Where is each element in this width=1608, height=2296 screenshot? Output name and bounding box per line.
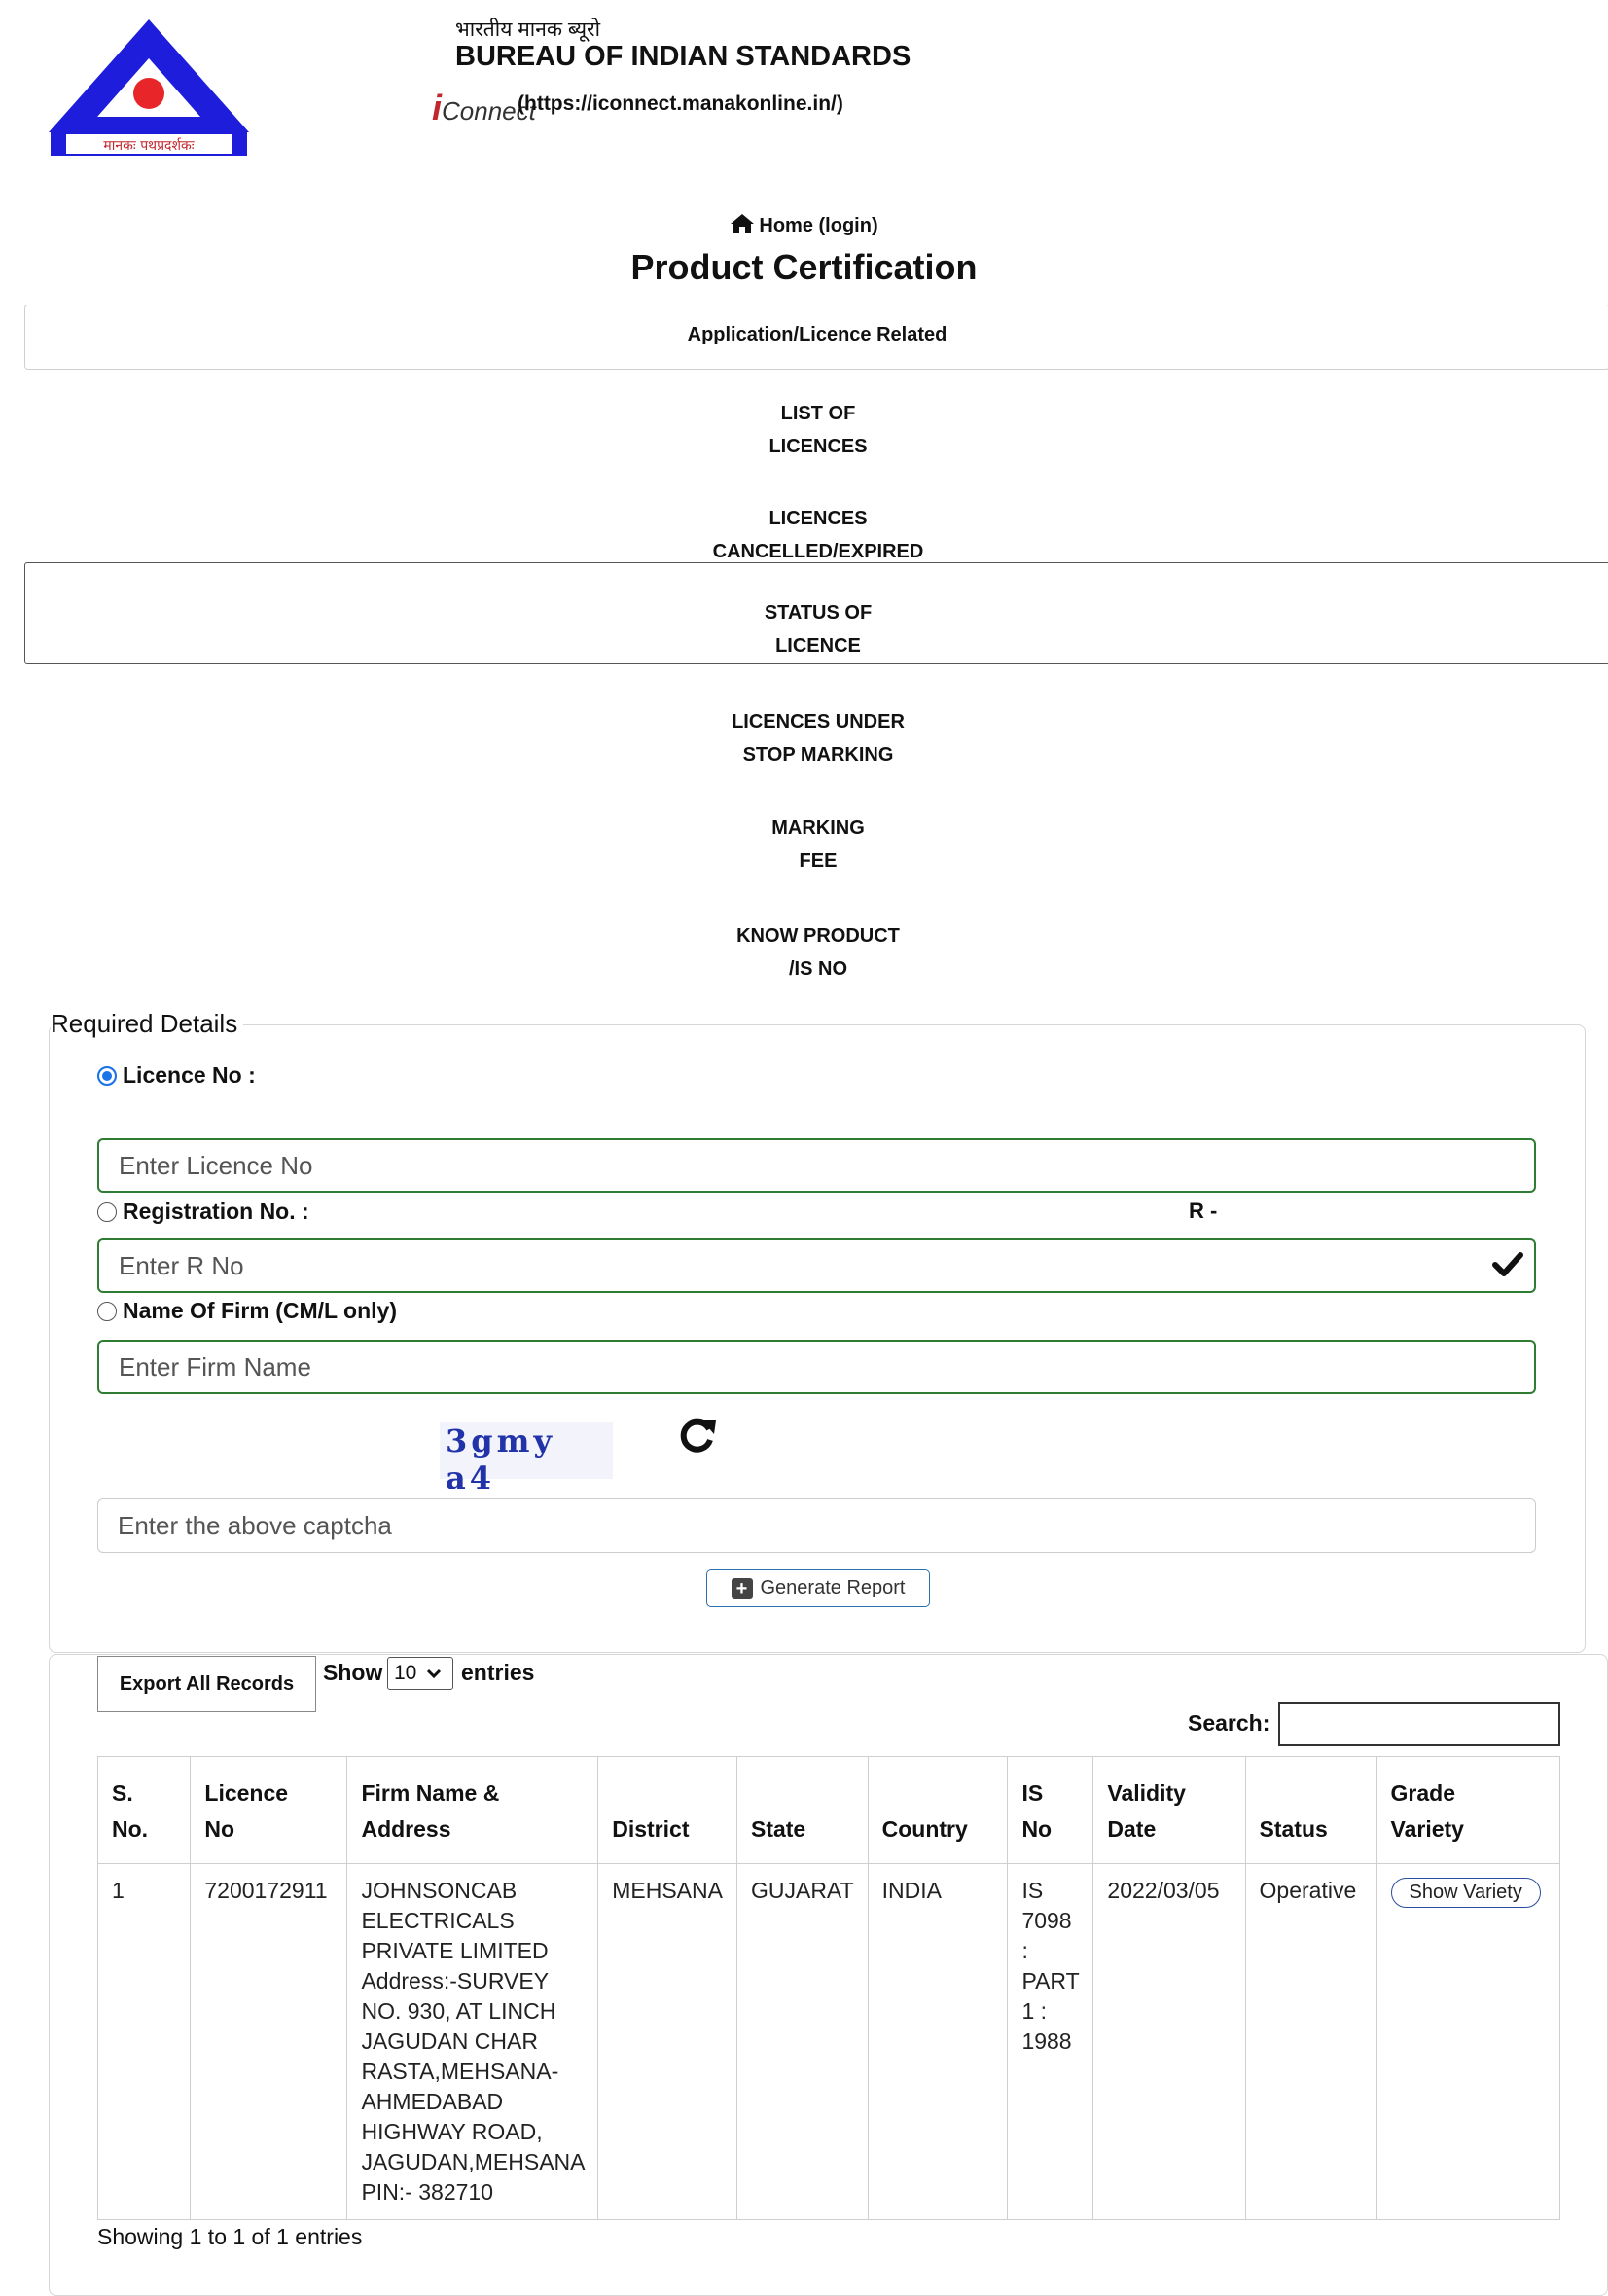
table-row — [98, 1864, 1560, 2220]
menu-item-line: LICENCES — [768, 436, 868, 457]
registration-radio[interactable] — [97, 1202, 117, 1222]
col-grade-line1: Grade — [1390, 1780, 1455, 1806]
registration-label: Registration No. : — [123, 1199, 309, 1224]
menu-item-licences-cancelled[interactable] — [672, 502, 964, 568]
col-licence-line1: Licence — [204, 1780, 289, 1806]
col-state[interactable]: State — [736, 1757, 868, 1864]
firm-option[interactable] — [97, 1298, 397, 1324]
col-sno[interactable] — [98, 1757, 191, 1864]
col-validity-date[interactable] — [1093, 1757, 1245, 1864]
hindi-title: भारतीय मानक ब्यूरो — [455, 18, 601, 41]
brand-i: i — [432, 88, 443, 127]
entries-select[interactable] — [387, 1657, 453, 1690]
registration-prefix: R - — [1189, 1199, 1218, 1223]
refresh-icon[interactable] — [675, 1413, 720, 1457]
registration-option[interactable] — [97, 1199, 309, 1225]
cell-country: INDIA — [868, 1864, 1008, 2220]
iconnect-url[interactable]: (https://iconnect.manakonline.in/) — [518, 92, 843, 115]
required-details-legend: Required Details — [51, 1009, 243, 1039]
entries-value: 10 — [394, 1662, 417, 1684]
plus-square-icon: + — [732, 1578, 753, 1599]
home-icon — [730, 213, 755, 234]
licence-option[interactable] — [97, 1062, 256, 1089]
col-status[interactable]: Status — [1245, 1757, 1376, 1864]
menu-item-line: STOP MARKING — [742, 744, 894, 766]
menu-item-line: LICENCES — [768, 508, 868, 529]
firm-label: Name Of Firm (CM/L only) — [123, 1298, 397, 1323]
required-details-fieldset — [49, 1024, 1586, 1653]
results-table — [97, 1756, 1560, 2220]
menu-item-line: LIST OF — [780, 403, 856, 424]
generate-report-label: Generate Report — [760, 1577, 906, 1598]
firm-name-input[interactable] — [97, 1340, 1536, 1394]
home-link[interactable] — [0, 213, 1608, 237]
menu-item-line: CANCELLED/EXPIRED — [712, 541, 924, 562]
licence-input[interactable] — [97, 1138, 1536, 1193]
entries-label: entries — [461, 1660, 535, 1685]
generate-report-button[interactable] — [706, 1569, 930, 1607]
search-input[interactable] — [1278, 1702, 1560, 1746]
col-district[interactable]: District — [598, 1757, 737, 1864]
captcha-image: 3gmy a4 — [440, 1422, 613, 1479]
menu-item-line: LICENCES UNDER — [732, 711, 905, 733]
col-grade-line2: Variety — [1390, 1816, 1464, 1842]
cell-licence-no: 7200172911 — [191, 1864, 347, 2220]
menu-item-line: /IS NO — [788, 958, 847, 980]
home-label: Home (login) — [759, 215, 878, 236]
show-variety-button[interactable]: Show Variety — [1391, 1878, 1541, 1908]
menu-item-line: LICENCE — [775, 635, 861, 657]
menu-item-marking-fee[interactable] — [672, 811, 964, 878]
col-firm-line2: Address — [361, 1816, 451, 1842]
menu-header[interactable]: Application/Licence Related — [687, 324, 947, 345]
cell-grade-variety — [1376, 1864, 1559, 2220]
registration-input[interactable] — [97, 1238, 1536, 1293]
org-title: BUREAU OF INDIAN STANDARDS — [455, 41, 911, 72]
col-sno-line1: S. — [112, 1780, 133, 1806]
menu-item-line: KNOW PRODUCT — [736, 925, 900, 947]
licence-radio[interactable] — [97, 1066, 117, 1086]
col-is-line1: IS — [1021, 1780, 1044, 1806]
menu-item-line: MARKING — [771, 817, 865, 839]
search-label: Search: — [1188, 1710, 1270, 1736]
chevron-down-icon — [426, 1668, 442, 1679]
menu-item-know-product[interactable] — [672, 919, 964, 986]
col-validity-line2: Date — [1107, 1816, 1157, 1842]
logo-caption: मानकः पथप्रदर्शकः — [103, 138, 195, 154]
col-validity-line1: Validity — [1107, 1780, 1186, 1806]
export-all-records-button[interactable]: Export All Records — [97, 1656, 316, 1712]
checkmark-icon — [1492, 1248, 1523, 1279]
menu-item-line: FEE — [799, 850, 838, 872]
captcha-input[interactable] — [97, 1498, 1536, 1553]
cell-state: GUJARAT — [736, 1864, 868, 2220]
col-grade-variety[interactable] — [1376, 1757, 1559, 1864]
cell-status: Operative — [1245, 1864, 1376, 2220]
table-info: Showing 1 to 1 of 1 entries — [97, 2224, 363, 2249]
brand-rest: Connect — [442, 96, 536, 126]
menu-item-line: STATUS OF — [764, 602, 873, 624]
page-title: Product Certification — [630, 247, 978, 287]
col-is-no[interactable] — [1008, 1757, 1093, 1864]
col-licence-no[interactable] — [191, 1757, 347, 1864]
menu-item-stop-marking[interactable] — [672, 705, 964, 771]
col-firm-line1: Firm Name & — [361, 1780, 500, 1806]
cell-sno: 1 — [98, 1864, 191, 2220]
cell-district: MEHSANA — [598, 1864, 737, 2220]
bis-logo — [45, 18, 253, 160]
menu-item-status-of-licence[interactable] — [672, 596, 964, 663]
show-label: Show — [323, 1660, 383, 1685]
cell-firm-address: JOHNSONCAB ELECTRICALS PRIVATE LIMITED Address:-SURVEY NO. 930, AT LINCH JAGUDAN CHAR RASTA,MEHSANA-AHMEDABAD HIGHWAY ROAD, JAGUDAN,MEHSANA PIN:- 382710 — [347, 1864, 598, 2220]
cell-is-no: IS 7098 : PART 1 : 1988 — [1008, 1864, 1093, 2220]
licence-label: Licence No : — [123, 1062, 256, 1088]
col-licence-line2: No — [204, 1816, 235, 1842]
col-sno-line2: No. — [112, 1816, 149, 1842]
col-firm-address[interactable] — [347, 1757, 598, 1864]
table-header-row — [98, 1757, 1560, 1864]
firm-radio[interactable] — [97, 1302, 117, 1321]
cell-validity-date: 2022/03/05 — [1093, 1864, 1245, 2220]
menu-item-list-of-licences[interactable] — [672, 397, 964, 463]
col-is-line2: No — [1021, 1816, 1053, 1842]
col-country[interactable]: Country — [868, 1757, 1008, 1864]
